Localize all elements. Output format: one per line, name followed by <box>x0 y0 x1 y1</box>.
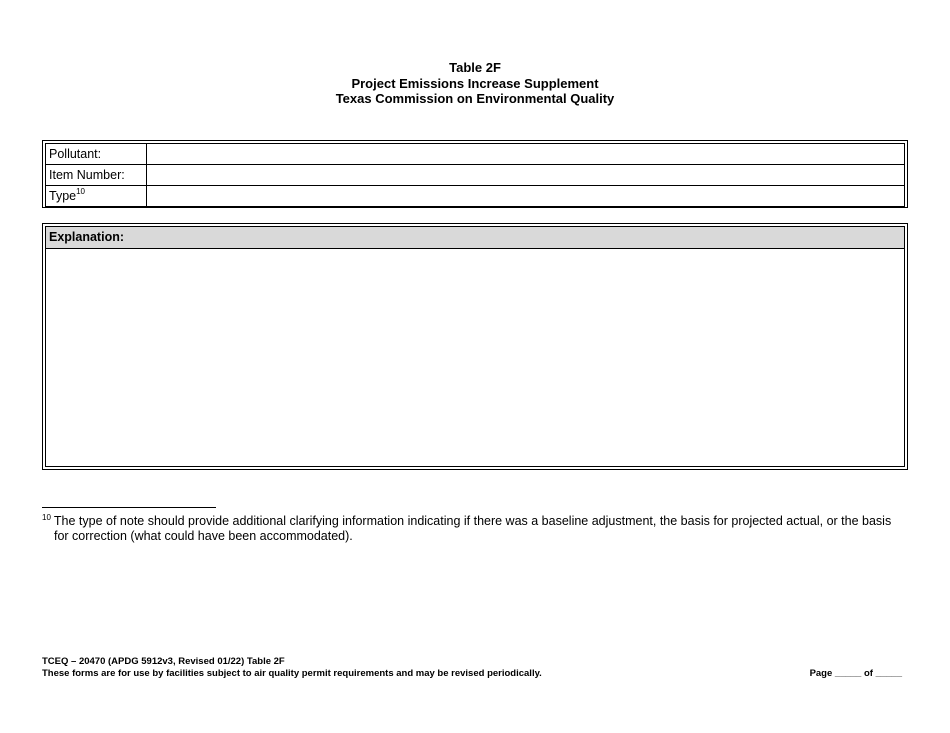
info-table <box>45 143 905 207</box>
type-footnote-ref: 10 <box>76 186 86 196</box>
explanation-frame <box>42 223 908 470</box>
type-label: Type$^{10}$ <box>46 186 147 207</box>
info-row-pollutant <box>46 144 905 165</box>
explanation-section <box>45 226 905 467</box>
table-title: Table 2F <box>449 60 501 75</box>
explanation-label: Explanation: <box>46 227 904 249</box>
info-row-item-number <box>46 165 905 186</box>
form-disclaimer: These forms are for use by facilities subject to air quality permit requirements and may be revised periodically. <box>42 667 542 679</box>
form-identifier: TCEQ – 20470 (APDG 5912v3, Revised 01/22) Table 2F <box>42 656 285 667</box>
table-subtitle: Project Emissions Increase Supplement <box>351 75 599 91</box>
info-row-type <box>46 186 905 207</box>
footnote-number: 10 <box>42 512 51 522</box>
pollutant-label: Pollutant: <box>46 144 147 165</box>
footnote-text: The type of note should provide additional clarifying information indicating if there was a baseline adjustment, the basis for projected actual, or the basis for correction (what could have been accommodated). <box>53 514 892 543</box>
footer-left <box>42 656 542 679</box>
footnote-divider <box>42 507 216 508</box>
item-number-label: Item Number: <box>46 165 147 186</box>
explanation-field[interactable] <box>46 249 904 466</box>
type-field[interactable] <box>147 186 905 207</box>
footnote <box>42 514 904 544</box>
document-header <box>0 60 950 107</box>
item-number-field[interactable] <box>147 165 905 186</box>
info-table-frame <box>42 140 908 208</box>
agency-name: Texas Commission on Environmental Quality <box>335 91 615 106</box>
pollutant-field[interactable] <box>147 144 905 165</box>
page-number: Page _____ of _____ <box>809 668 902 679</box>
